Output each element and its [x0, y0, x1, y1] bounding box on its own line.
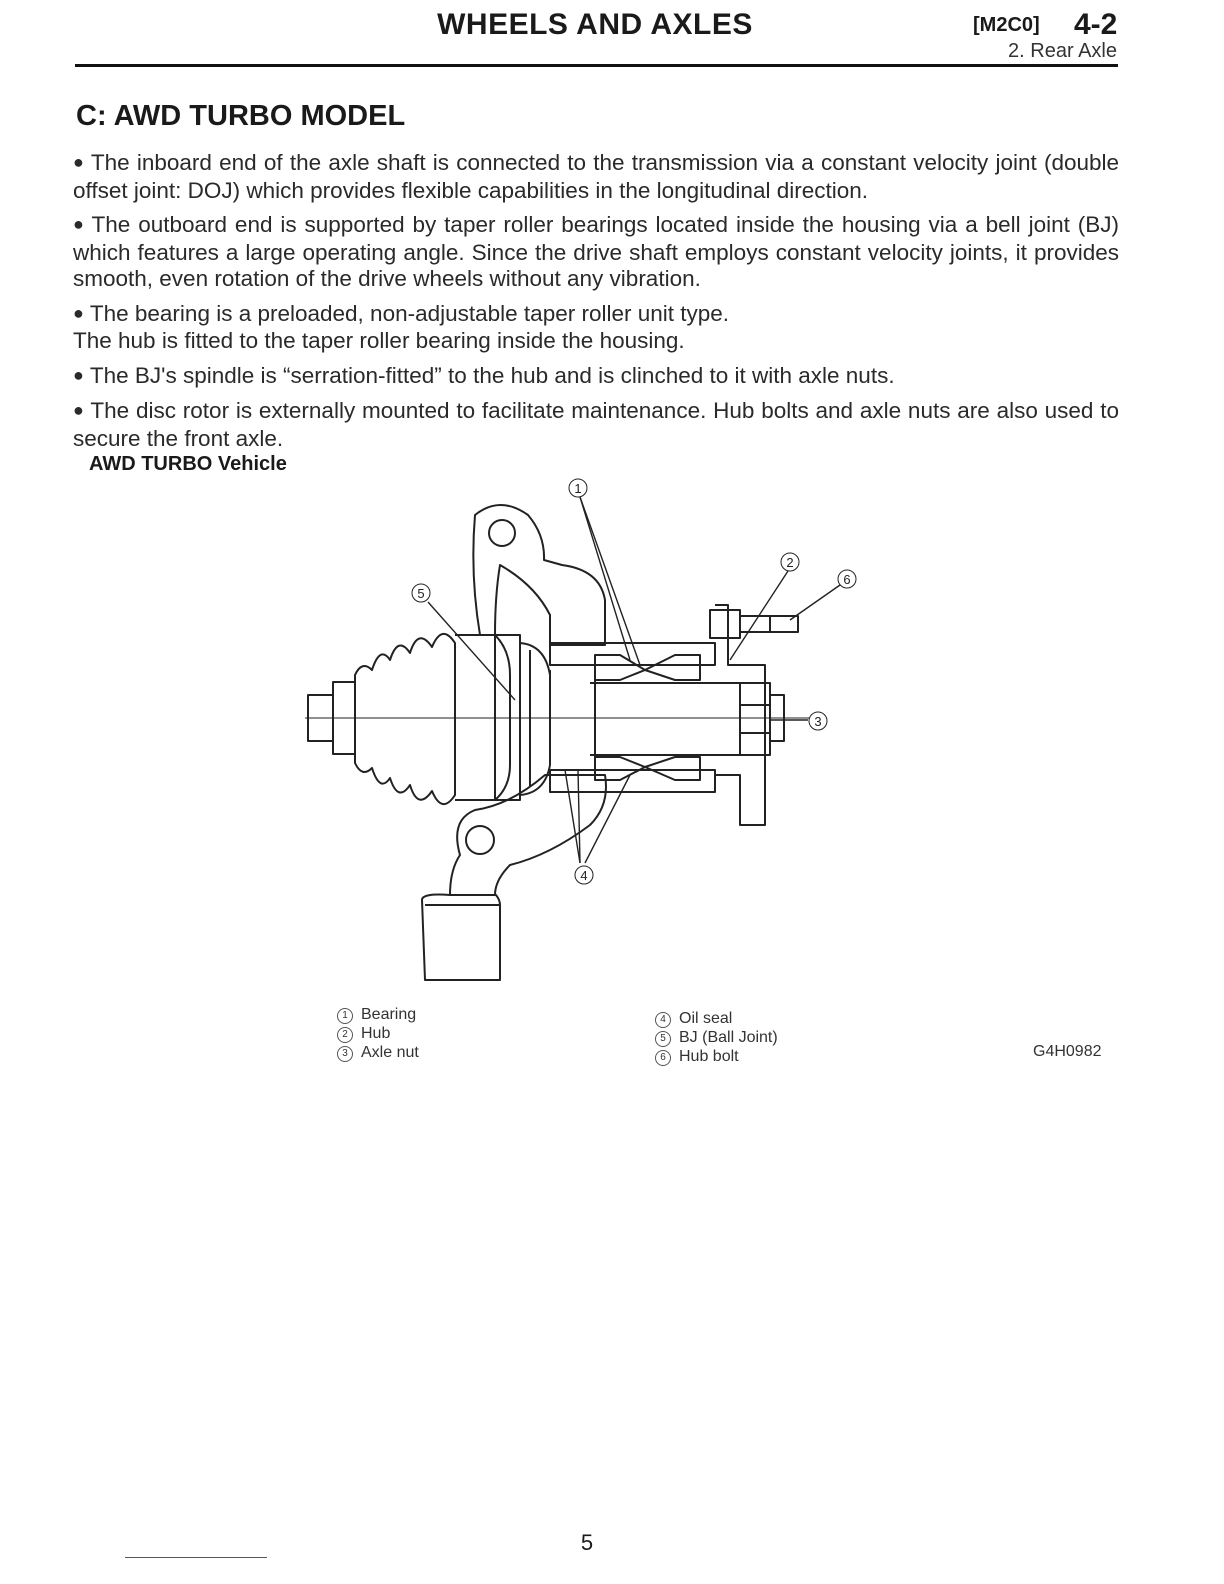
callout-3: [809, 712, 827, 730]
paragraph: ● The BJ's spindle is “serration-fitted” to the hub and is clinched to it with axle nuts.: [73, 362, 895, 388]
rear-axle-diagram: [300, 475, 860, 990]
svg-text:3: 3: [814, 714, 822, 729]
figure-id: G4H0982: [1033, 1043, 1102, 1060]
svg-text:4: 4: [580, 868, 588, 883]
subsection-title: 2. Rear Axle: [1008, 40, 1117, 62]
paragraph: ● The inboard end of the axle shaft is connected to the transmission via a constant velocity joint (double offset joint: DOJ) which provides flexible capabilities in the longitudinal direction.: [73, 150, 1120, 203]
bullet-icon: ●: [73, 364, 84, 385]
bullet-icon: ●: [73, 302, 84, 323]
legend-item: 6 Hub bolt: [655, 1048, 778, 1067]
page-number: 5: [580, 1530, 594, 1555]
header-rule: [75, 64, 1118, 67]
section-number: 4-2: [1074, 8, 1118, 41]
svg-text:6: 6: [843, 572, 851, 587]
bullet-icon: ●: [73, 214, 86, 234]
paragraph: ● The disc rotor is externally mounted to facilitate maintenance. Hub bolts and axle nuts are also used to secure the front axle.: [73, 398, 1120, 451]
figure-legend-left: [337, 1006, 419, 1063]
legend-item: 2 Hub: [337, 1025, 419, 1044]
paragraph: ● The bearing is a preloaded, non-adjustable taper roller unit type.: [73, 300, 730, 326]
callout-4: [575, 866, 593, 884]
axle-nut: [740, 683, 784, 755]
callout-1: [569, 479, 587, 497]
section-code: [M2C0]: [973, 14, 1040, 36]
chapter-title: WHEELS AND AXLES: [437, 8, 753, 41]
knuckle-upper-arm: [473, 505, 605, 645]
svg-text:2: 2: [786, 555, 794, 570]
figure-caption: AWD TURBO Vehicle: [89, 453, 287, 475]
callout-6: [838, 570, 856, 588]
callout-2: [781, 553, 799, 571]
section-heading: C: AWD TURBO MODEL: [76, 100, 406, 132]
paragraph: ● The outboard end is supported by taper roller bearings located inside the housing via a bell joint (BJ) which features a large operating angle. Since the drive shaft employs constant velocity joints, it provides smooth, even rotation of the drive wheels without any vibration.: [73, 212, 1119, 291]
svg-text:1: 1: [574, 481, 582, 496]
bullet-icon: ●: [73, 400, 85, 420]
callout-5: [412, 584, 430, 602]
footer-rule: [125, 1557, 267, 1558]
legend-item: 1 Bearing: [337, 1006, 419, 1025]
legend-item: 3 Axle nut: [337, 1044, 419, 1063]
bullet-icon: ●: [73, 152, 85, 172]
legend-item: 4 Oil seal: [655, 1010, 778, 1029]
legend-item: 5 BJ (Ball Joint): [655, 1029, 778, 1048]
svg-text:5: 5: [417, 586, 425, 601]
paragraph: The hub is fitted to the taper roller bearing inside the housing.: [73, 328, 685, 353]
figure-legend-right: [655, 1010, 778, 1067]
bj-boot: [308, 634, 550, 804]
body-text: [73, 150, 1119, 460]
